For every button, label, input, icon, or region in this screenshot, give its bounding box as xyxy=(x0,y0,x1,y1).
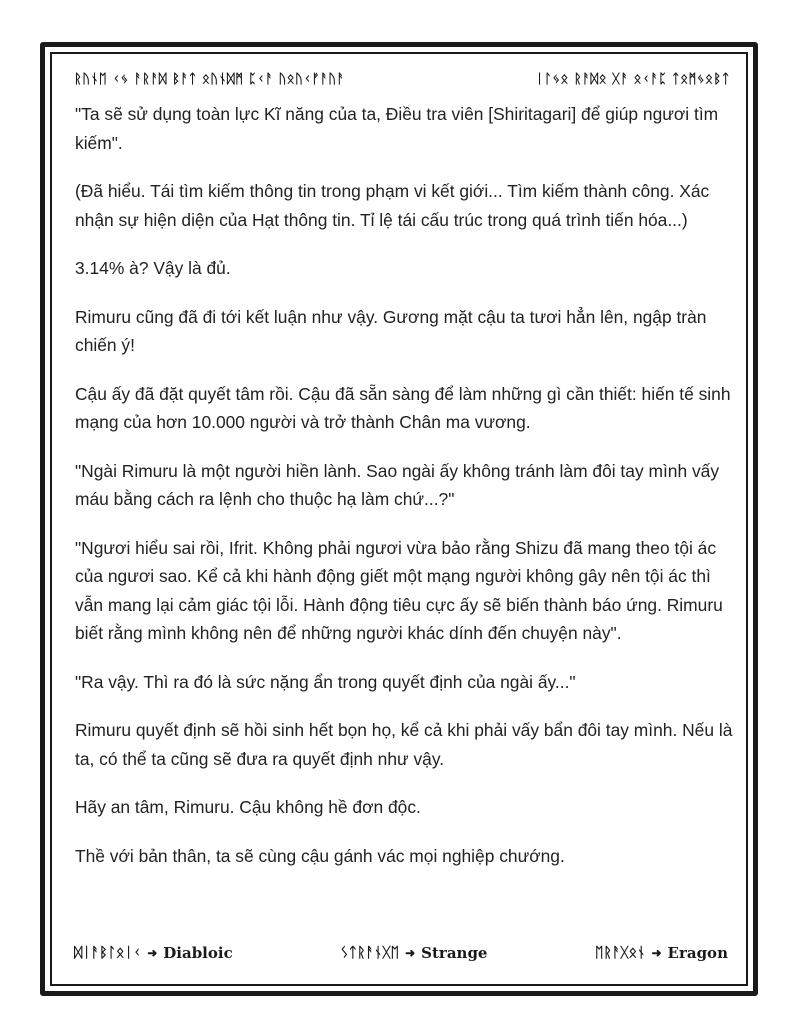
paragraph: "Ngươi hiểu sai rồi, Ifrit. Không phải ngươi vừa bảo rằng Shizu đã mang theo tội ác của ngươi sao. Kể cả khi hành động giết một mạng người không gây nên tội ác thì vẫn mang lại cảm giác tội lỗi. Hành động tiêu cực ấy sẽ biến thành báo ứng. Rimuru biết rằng mình không nên để những người khác dính đến chuyện này". xyxy=(75,537,723,643)
paragraph: "Ta sẽ sử dụng toàn lực Kĩ năng của ta, Điều tra viên [Shiritagari] để giúp ngươi tìm kiếm". xyxy=(75,104,719,153)
arrow-right-icon: ➜ xyxy=(147,946,158,960)
credit-rune: ᛖᚱᚨᚷᛟᚾ xyxy=(595,945,646,961)
paragraph: Rimuru cũng đã đi tới kết luận như vậy. Gương mặt cậu ta tươi hẳn lên, ngập tràn chiến ý! xyxy=(75,306,707,355)
credit-name: Diabloic xyxy=(163,944,233,962)
arrow-right-icon: ➜ xyxy=(405,946,416,960)
credit-eragon xyxy=(595,944,728,962)
header-rune-right: ᛁᛚᛃᛟ ᚱᚨᛞᛟ ᚷᚨ ᛟᚲᚨᛈ ᛏᛟᛗᛃᛟᛒᛏ xyxy=(535,71,730,87)
credit-strange xyxy=(340,944,487,962)
page-body xyxy=(75,100,735,890)
paragraph: "Ra vậy. Thì ra đó là sức nặng ẩn trong quyết định của ngài ấy..." xyxy=(75,671,576,692)
header-rune-left: ᚱᚢᚾᛖ ᚲᛃ ᚨᚱᚨᛞ ᛒᚨᛏ ᛟᚢᚾᛞᛗ ᛈᚲᚨ ᚢᛟᚢᚲᚠᚨᚢᚨ xyxy=(74,71,345,87)
credit-diabloic xyxy=(74,944,233,962)
paragraph: Hãy an tâm, Rimuru. Cậu không hề đơn độc. xyxy=(75,797,421,817)
paragraph: Rimuru quyết định sẽ hồi sinh hết bọn họ, kể cả khi phải vấy bẩn đôi tay mình. Nếu là ta, có thể ta cũng sẽ đưa ra quyết định như vậy. xyxy=(75,720,733,769)
credit-rune: ᛞᛁᚨᛒᛚᛟᛁᚲ xyxy=(74,945,142,961)
arrow-right-icon: ➜ xyxy=(651,946,662,960)
paragraph: Cậu ấy đã đặt quyết tâm rồi. Cậu đã sẵn sàng để làm những gì cần thiết: hiến tế sinh mạng của hơn 10.000 người và trở thành Chân ma vương. xyxy=(75,383,731,432)
paragraph: (Đã hiểu. Tái tìm kiếm thông tin trong phạm vi kết giới... Tìm kiếm thành công. Xác nhận sự hiện diện của Hạt thông tin. Tỉ lệ tái cấu trúc trong quá trình tiến hóa...) xyxy=(75,181,710,230)
paragraph: 3.14% à? Vậy là đủ. xyxy=(75,258,231,278)
page-header xyxy=(74,66,730,92)
credit-rune: ᛊᛏᚱᚨᚾᚷᛖ xyxy=(340,945,400,961)
page-footer xyxy=(74,940,728,966)
credit-name: Strange xyxy=(421,944,488,962)
credit-name: Eragon xyxy=(667,944,728,962)
paragraph: "Ngài Rimuru là một người hiền lành. Sao ngài ấy không tránh làm đôi tay mình vấy máu bằng cách ra lệnh cho thuộc hạ làm chứ...?" xyxy=(75,460,720,509)
paragraph: Thề với bản thân, ta sẽ cùng cậu gánh vác mọi nghiệp chướng. xyxy=(75,845,565,866)
